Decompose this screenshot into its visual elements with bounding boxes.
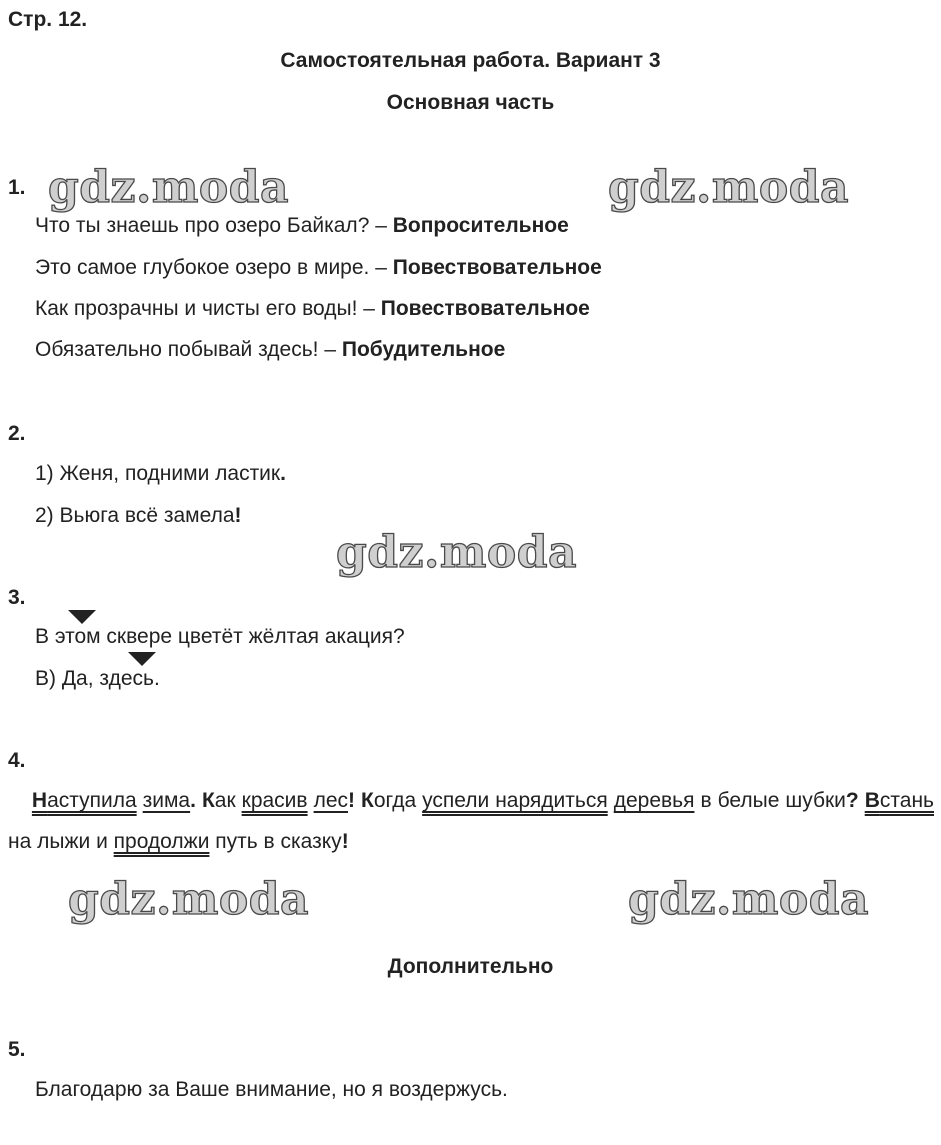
section-heading: Основная часть xyxy=(386,91,555,114)
watermark-logo: gdz.moda xyxy=(68,874,310,925)
predicate-word: красив xyxy=(241,789,308,812)
task-line xyxy=(35,256,602,280)
task-line xyxy=(35,504,242,528)
sentence-type-answer: Повествовательное xyxy=(380,297,590,320)
capital-letter: В xyxy=(864,789,880,812)
stress-mark-icon xyxy=(128,652,156,666)
predicate-word: продолжи xyxy=(113,830,210,853)
sentence-type-answer: Побудительное xyxy=(341,338,506,361)
task-number: 4. xyxy=(8,749,26,772)
task-number: 5. xyxy=(8,1038,26,1061)
page-title: Самостоятельная работа. Вариант 3 xyxy=(280,49,661,72)
section-heading: Дополнительно xyxy=(387,955,554,978)
task-line: В) Да, здесь. xyxy=(35,667,160,690)
task-number: 1. xyxy=(8,176,26,199)
task4-paragraph: Наступила зима. Как красив лес! Когда успели нарядиться деревья в белые шубки? Встань на лыжи и продолжи путь в сказку! xyxy=(8,789,934,853)
task-line: Благодарю за Ваше внимание, но я воздержусь. xyxy=(35,1078,508,1101)
end-punctuation: ! xyxy=(341,830,349,853)
stress-mark-icon xyxy=(68,610,96,624)
task-line xyxy=(35,462,286,486)
sentence-text: Что ты знаешь про озеро Байкал? – xyxy=(35,214,393,237)
sentence-text: 2) Вьюга всё замела xyxy=(35,504,235,527)
sentence-text: Как прозрачны и чисты его воды! – xyxy=(35,297,381,320)
task-line xyxy=(35,214,569,238)
subject-word: деревья xyxy=(613,789,695,812)
page-label: Стр. 12. xyxy=(8,8,88,31)
task-line: В этом сквере цветёт жёлтая акация? xyxy=(35,625,405,648)
end-punctuation: ! xyxy=(348,789,355,812)
subject-word: зима xyxy=(142,789,191,812)
task-line xyxy=(35,338,505,362)
end-punctuation: ? xyxy=(845,789,859,812)
end-punctuation: . xyxy=(190,789,196,812)
end-punctuation: ! xyxy=(234,504,242,527)
sentence-text: Это самое глубокое озеро в мире. – xyxy=(35,256,393,279)
sentence-type-answer: Вопросительное xyxy=(392,214,569,237)
sentence-type-answer: Повествовательное xyxy=(392,256,602,279)
sentence-text: Обязательно побывай здесь! – xyxy=(35,338,342,361)
watermark-logo: gdz.moda xyxy=(628,874,870,925)
capital-letter: Н xyxy=(31,789,48,812)
end-punctuation: . xyxy=(280,462,286,485)
subject-word: лес xyxy=(313,789,348,812)
predicate-word: успели нарядиться xyxy=(422,789,608,812)
capital-letter: К xyxy=(360,789,374,812)
task-number: 3. xyxy=(8,586,26,609)
predicate-word: Наступила xyxy=(31,789,137,812)
watermark-logo: gdz.moda xyxy=(608,162,850,213)
task-number: 2. xyxy=(8,422,26,445)
capital-letter: К xyxy=(201,789,215,812)
watermark-logo: gdz.moda xyxy=(48,162,290,213)
watermark-logo: gdz.moda xyxy=(336,527,578,578)
predicate-word: Встань xyxy=(864,789,934,812)
task-line xyxy=(35,297,590,321)
sentence-text: 1) Женя, подними ластик xyxy=(35,462,281,485)
